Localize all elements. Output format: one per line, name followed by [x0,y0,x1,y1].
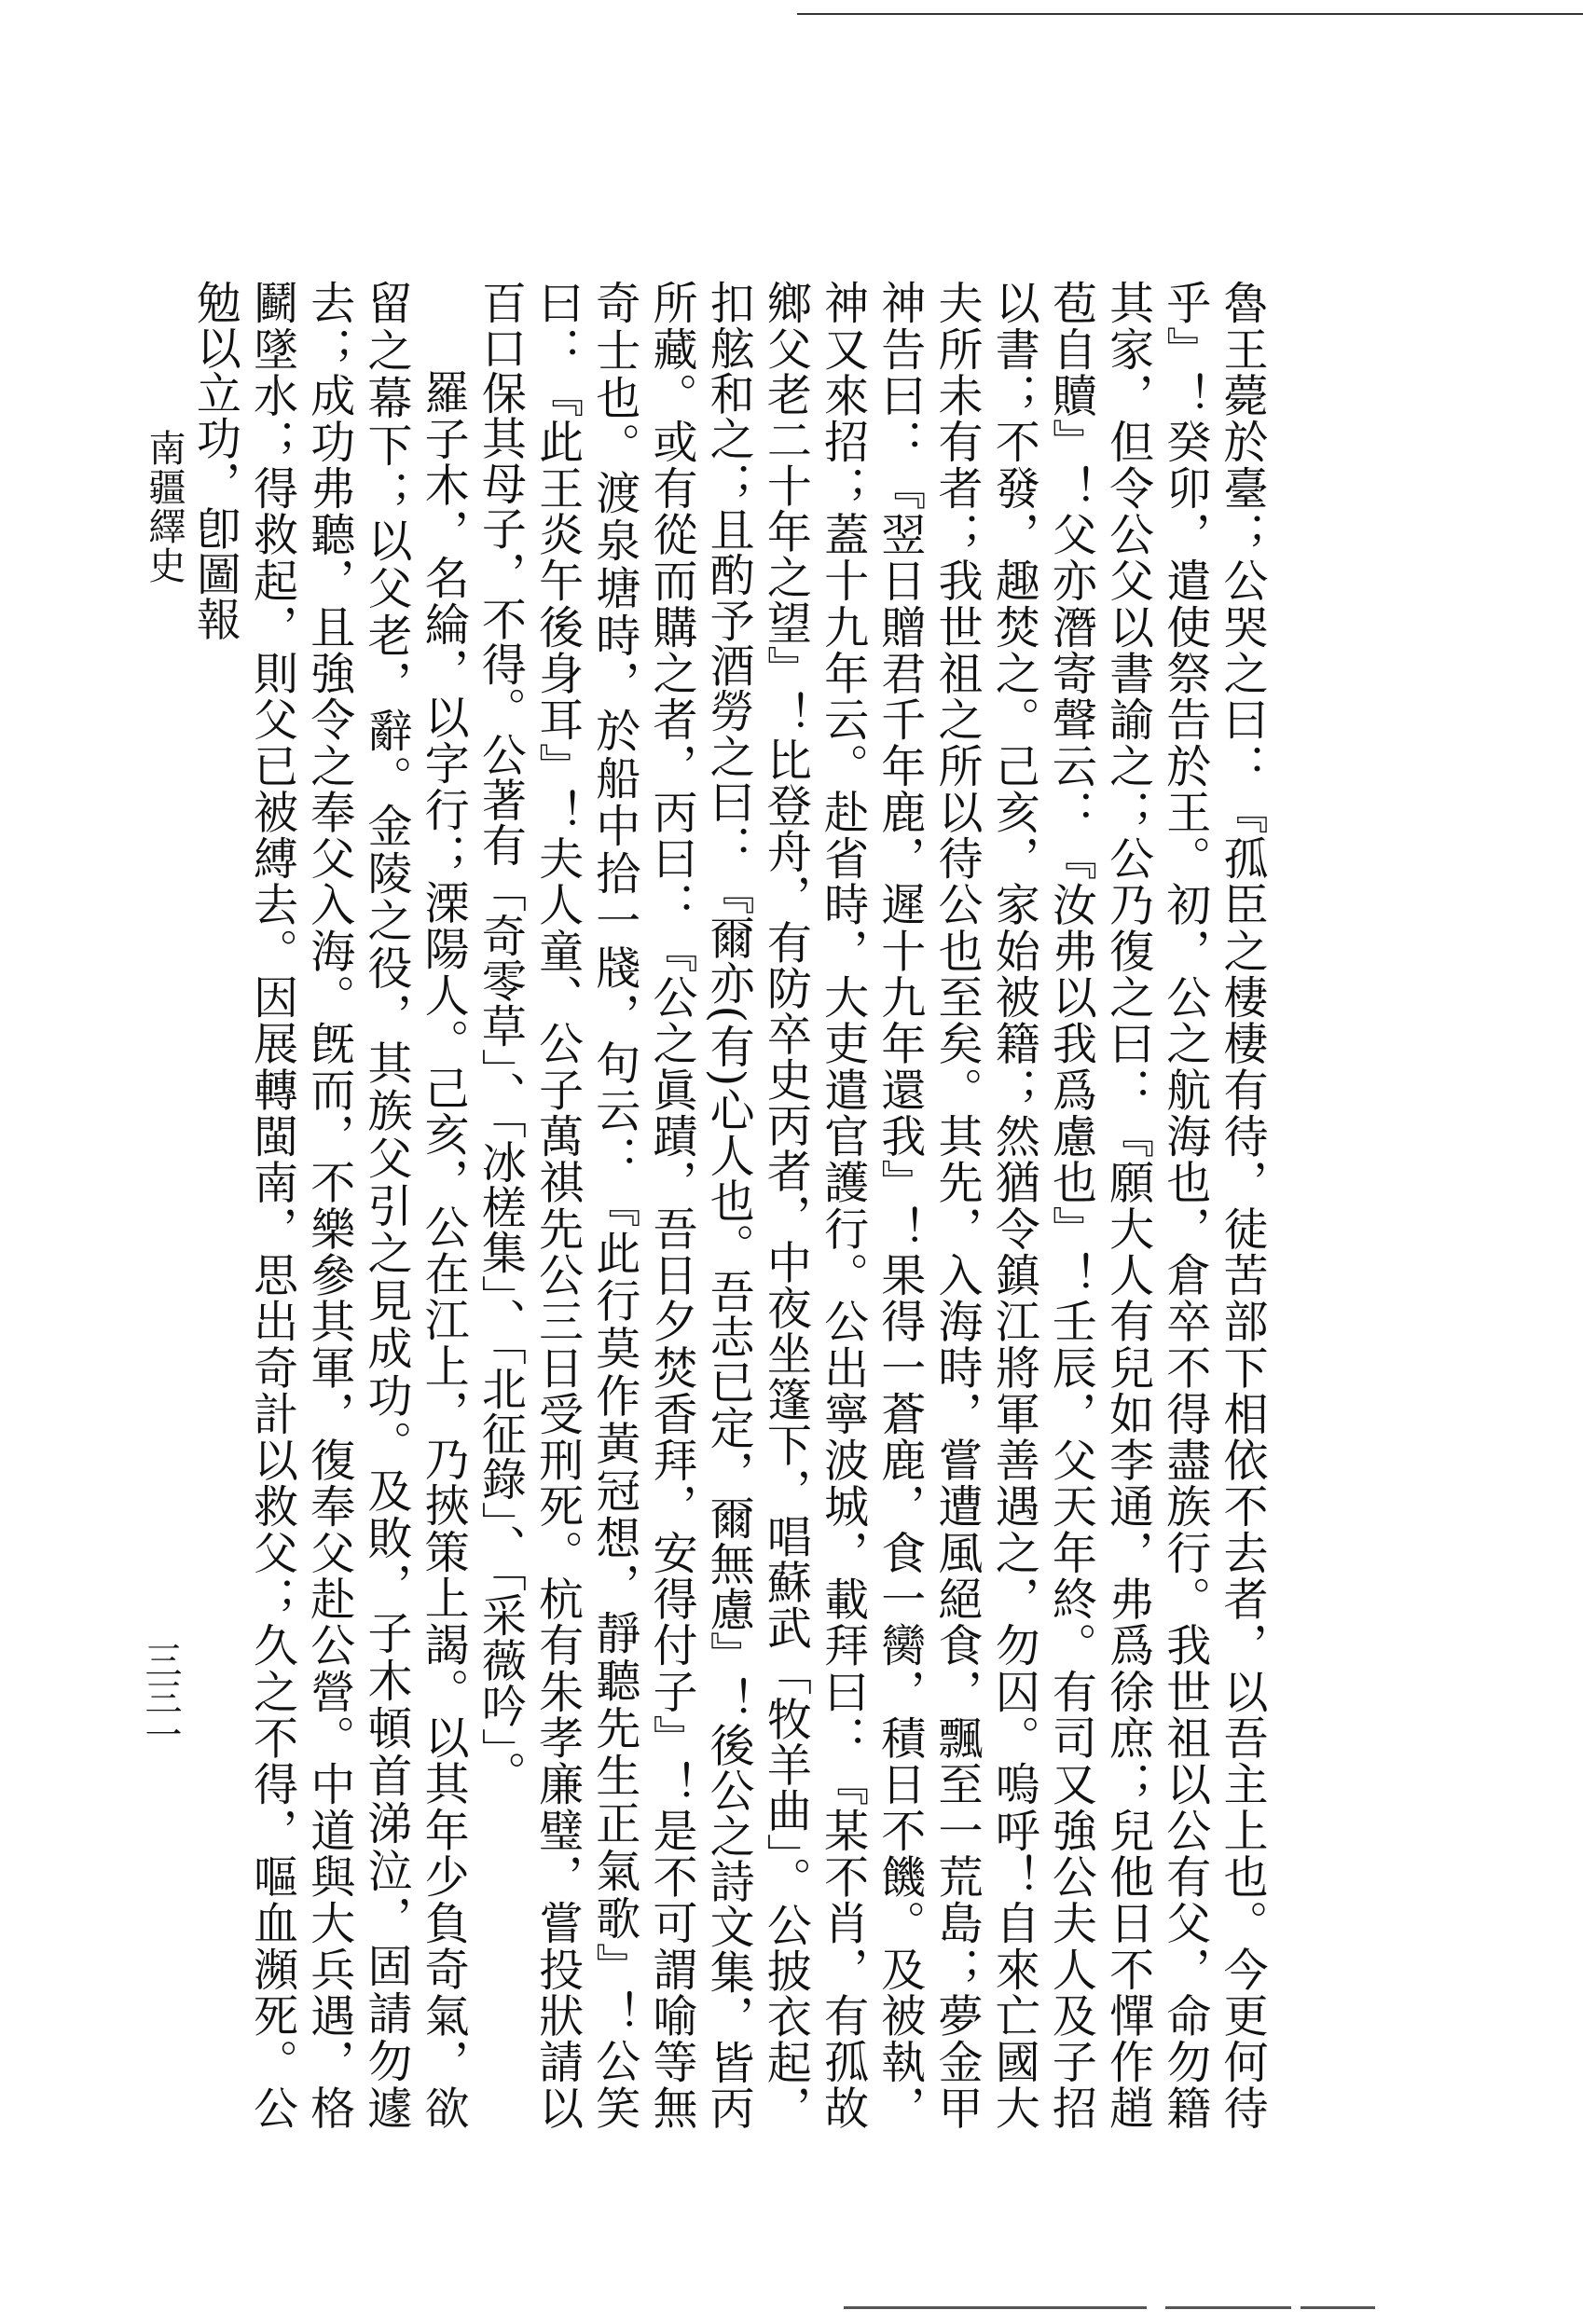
book-title: 南疆繹史 [143,429,186,585]
bottom-rule [1165,2306,1291,2309]
paragraph: 魯王薨於臺；公哭之曰：『孤臣之棲棲有待，徒苦部下相依不去者，以吾主上也。今更何待乎』！癸卯，遣使祭告於王。初，公之航海也，倉卒不得盡族行。我世祖以公有父，命勿籍其家，但令公父以書諭之；公乃復之曰：『願大人有兒如李通，弗爲徐庶；兒他日不憚作趙苞自贖』！父亦潛寄聲云：『汝弗以我爲慮也』！壬辰，父天年終。有司又強公夫人及子招以書；不發，趣焚之。己亥，家始被籍；然猶令鎮江將軍善遇之，勿囚。嗚呼！自來亡國大夫所未有者；我世祖之所以待公也至矣。其先，入海時，嘗遭風絕食，飄至一荒島；夢金甲神告曰：『翌日贈君千年鹿，遲十九年還我』！果得一蒼鹿，食一臠，積日不饑。及被執，神又來招；蓋十九年云。赴省時，大吏遣官護行。公出寧波城，載拜曰：『某不肖，有孤故鄉父老二十年之望』！比登舟，有防卒史丙者，中夜坐篷下，唱蘇武「牧羊曲」。公披衣起，扣舷和之；且酌予酒勞之曰：『爾亦(有)心人也。吾志已定，爾無慮』！後公之詩文集，皆丙所藏。或有從而購之者，丙曰：『公之眞蹟，吾日夕焚香拜，安得付子』！是不可謂喻等無奇士也。渡泉塘時，於船中拾一牋，句云：『此行莫作黃冠想，靜聽先生正氣歌』！公笑曰：『此王炎午後身耳』！夫人童、公子萬祺先公三日受刑死。杭有朱孝廉璧，嘗投狀請以百口保其母子，不得。公著有「奇零草」、「冰槎集」、「北征錄」、「采薇吟」。 [474,280,1268,2130]
paragraph: 羅子木，名綸，以字行；溧陽人。己亥，公在江上，乃挾策上謁。以其年少負奇氣，欲留之幕下；以父老，辭。金陵之役，其族父引之見成功。及敗，子木頓首涕泣，固請勿遽去；成功弗聽，且強令之奉父入海。旣而，不樂參其軍，復奉父赴公營。中道與大兵遇，格鬬墜水；得救起，則父已被縛去。因展轉閩南，思出奇計以救父；久之不得，嘔血瀕死。公勉以立功，卽圖報 [188,280,470,2130]
page-number: 三三一 [139,1641,182,1753]
bottom-rule [1301,2306,1375,2309]
bottom-rule [844,2306,1147,2309]
top-rule [797,13,1583,15]
page-body [188,280,1270,2130]
